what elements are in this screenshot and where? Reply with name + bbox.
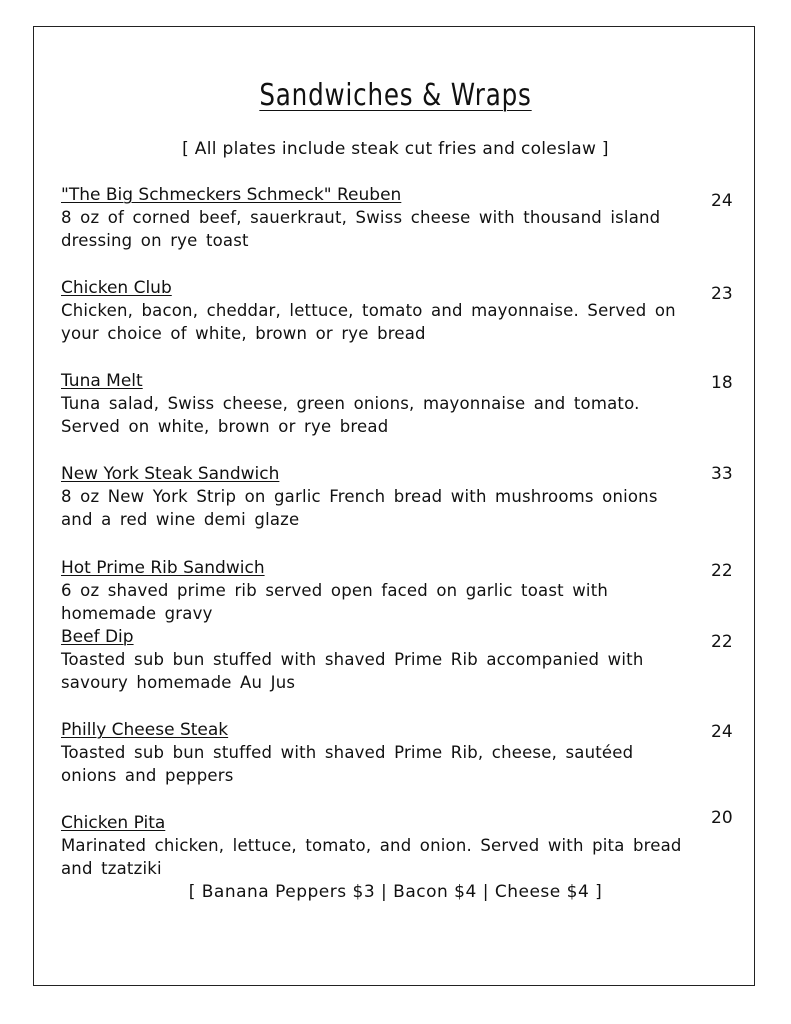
item-name: Beef Dip	[61, 627, 134, 647]
item-description: Tuna salad, Swiss cheese, green onions, mayonnaise and tomato. Served on white, brown or rye bread	[61, 394, 640, 436]
item-price: 24	[711, 191, 733, 211]
item-description: 8 oz of corned beef, sauerkraut, Swiss cheese with thousand island dressing on rye toast	[61, 208, 661, 250]
menu-item-beef-dip	[61, 626, 741, 694]
item-description: Marinated chicken, lettuce, tomato, and onion. Served with pita bread and tzatziki	[61, 836, 682, 878]
item-price: 18	[711, 373, 733, 393]
item-name: New York Steak Sandwich	[61, 464, 280, 484]
item-description: Toasted sub bun stuffed with shaved Prime Rib accompanied with savoury homemade Au Jus	[61, 650, 644, 692]
add-ons-note: [ Banana Peppers $3 | Bacon $4 | Cheese $4 ]	[188, 882, 603, 902]
menu-subtitle: [ All plates include steak cut fries and coleslaw ]	[182, 139, 609, 159]
menu-item-chicken-club	[61, 277, 741, 345]
item-description: Chicken, bacon, cheddar, lettuce, tomato and mayonnaise. Served on your choice of white, brown or rye bread	[61, 301, 676, 343]
menu-item-hot-prime-rib-sandwich	[61, 557, 741, 625]
menu-item-philly-cheese-steak	[61, 719, 741, 787]
item-name: Hot Prime Rib Sandwich	[61, 558, 265, 578]
item-name: "The Big Schmeckers Schmeck" Reuben	[61, 185, 402, 205]
menu-title: Sandwiches & Wraps	[259, 78, 532, 113]
item-price: 22	[711, 561, 733, 581]
item-price: 20	[711, 808, 733, 828]
item-description: 8 oz New York Strip on garlic French bread with mushrooms onions and a red wine demi glaze	[61, 487, 658, 529]
menu-item-reuben	[61, 184, 741, 252]
menu-item-new-york-steak-sandwich	[61, 463, 741, 531]
item-name: Philly Cheese Steak	[61, 720, 229, 740]
item-price: 33	[711, 464, 733, 484]
item-price: 22	[711, 632, 733, 652]
item-name: Chicken Pita	[61, 813, 166, 833]
item-name: Chicken Club	[61, 278, 172, 298]
item-description: 6 oz shaved prime rib served open faced on garlic toast with homemade gravy	[61, 581, 609, 623]
item-price: 23	[711, 284, 733, 304]
item-price: 24	[711, 722, 733, 742]
menu-item-tuna-melt	[61, 370, 741, 438]
item-name: Tuna Melt	[61, 371, 143, 391]
item-description: Toasted sub bun stuffed with shaved Prime Rib, cheese, sautéed onions and peppers	[61, 743, 634, 785]
menu-item-chicken-pita	[61, 808, 741, 880]
